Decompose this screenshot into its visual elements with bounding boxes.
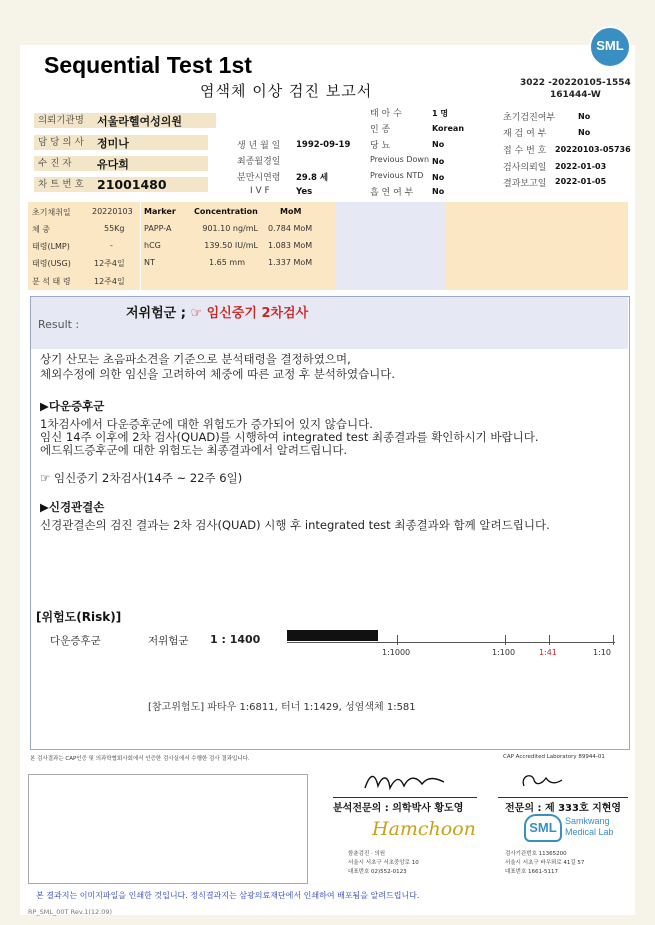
examinee-label: 수 진 자 xyxy=(34,156,98,171)
result-risk-level: 저위험군 ; xyxy=(126,306,186,321)
hamchoon-info-1: 함춘검진 · 의원 xyxy=(348,851,386,857)
analyst-line xyxy=(333,797,477,798)
race-value: Korean xyxy=(432,124,465,133)
specialist-name: 전문의 : 제 333호 지현영 xyxy=(505,803,622,814)
examinee-value: 유다희 xyxy=(97,158,129,171)
analyst-name: 분석전문의 : 의학박사 황도영 xyxy=(333,803,464,814)
retest-value: No xyxy=(578,128,591,137)
marker-row-1-conc: 901.10 ng/mL xyxy=(202,224,258,233)
second-trimester-note: ☞ 임신중기 2차검사(14주 ~ 22주 6일) xyxy=(40,471,243,485)
dm-value: No xyxy=(432,140,445,149)
hamchoon-info-2: 서울시 서초구 서초중앙로 10 xyxy=(348,860,419,866)
risk-title: [위험도(Risk)] xyxy=(36,610,122,624)
result-headline xyxy=(126,302,308,321)
race-label: 인 종 xyxy=(370,125,391,135)
column-divider xyxy=(140,202,141,290)
lmp-label: 최종월경일 xyxy=(237,157,281,167)
risk-level: 저위험군 xyxy=(148,635,189,647)
footer-notice: 본 결과지는 이미지파일을 인쇄한 것입니다. 정식결과지는 삼광의료재단에서 인쇄하여 배포됨을 알려드립니다. xyxy=(36,891,420,900)
tick-10 xyxy=(613,635,614,645)
marker-row-2-mom: 1.083 MoM xyxy=(268,241,313,250)
ga-anal-label: 분 석 태 령 xyxy=(32,277,71,286)
marker-row-2-conc: 139.50 IU/mL xyxy=(204,241,258,250)
sml-lab-info-1: 검사기관번호 11365200 xyxy=(505,851,567,857)
prev-down-label: Previous Down xyxy=(370,155,430,164)
doctor-label: 담 당 의 사 xyxy=(34,135,98,150)
ga-usg-value: 12주4일 xyxy=(94,259,125,268)
specialist-line xyxy=(498,797,628,798)
hamchoon-info xyxy=(348,850,419,877)
sml-lab-info xyxy=(505,850,584,877)
cap-note: CAP Accredited Laboratory 89944-01 xyxy=(503,754,605,760)
age-value: 29.8 세 xyxy=(296,173,329,183)
analyst-signature xyxy=(360,768,450,796)
hospital-label: 의뢰기관명 xyxy=(34,113,98,128)
document-number xyxy=(520,77,631,101)
down-line-2: 임신 14주 이후에 2차 검사(QUAD)를 시행하여 integrated test 최종결과를 확인하시기 바랍니다. xyxy=(40,430,539,444)
accession-label: 접 수 번 호 xyxy=(503,146,547,156)
tick-100 xyxy=(505,635,506,645)
prev-down-value: No xyxy=(432,157,445,166)
dob-value: 1992-09-19 xyxy=(296,140,351,150)
ga-lmp-label: 태령(LMP) xyxy=(32,242,70,251)
hamchoon-info-3: 대표번호 02)552-0123 xyxy=(348,869,407,875)
init-label: 초기검진여부 xyxy=(503,113,556,123)
weight-label: 체 중 xyxy=(32,225,50,234)
chart-value: 21001480 xyxy=(97,177,167,192)
tick-label-100: 1:100 xyxy=(492,648,516,657)
ntd-line-1: 신경관결손의 검진 결과는 2차 검사(QUAD) 시행 후 integrated test 최종결과와 함께 알려드립니다. xyxy=(40,518,550,532)
tick-label-41: 1:41 xyxy=(539,648,557,657)
date-label: 초기채취일 xyxy=(32,208,71,217)
ga-lmp-value: - xyxy=(110,241,113,250)
date-value: 20220103 xyxy=(92,207,133,216)
smoke-value: No xyxy=(432,187,445,196)
tick-1000 xyxy=(397,635,398,645)
hospital-value: 서울라헬여성의원 xyxy=(97,115,183,128)
risk-syndrome-name: 다운증후군 xyxy=(50,635,101,647)
marker-row-3-conc: 1.65 mm xyxy=(209,258,245,267)
accession-value: 20220103-05736 xyxy=(555,145,631,154)
document-number-line2: 161444-W xyxy=(549,90,601,100)
result-label: Result : xyxy=(38,318,80,331)
document-number-line1: 3022 -20220105-1554 xyxy=(520,78,631,88)
doctor-value: 정미나 xyxy=(97,137,129,150)
init-value: No xyxy=(578,112,591,121)
report-date-label: 결과보고일 xyxy=(503,179,547,189)
ga-anal-value: 12주4일 xyxy=(94,277,125,286)
concentration-header: Concentration xyxy=(194,207,258,216)
mom-header: MoM xyxy=(280,207,302,216)
chart-label: 차 트 번 호 xyxy=(34,177,98,192)
risk-scale-line xyxy=(287,642,615,643)
result-header-bar xyxy=(31,297,628,349)
fetus-label: 태 아 수 xyxy=(370,109,402,119)
report-title: Sequential Test 1st xyxy=(44,52,252,78)
retest-label: 재 검 여 부 xyxy=(503,129,547,139)
report-subtitle: 염색체 이상 검진 보고서 xyxy=(200,82,373,100)
sml-logo: SML xyxy=(589,26,631,68)
weight-value: 55Kg xyxy=(104,224,125,233)
request-date-value: 2022-01-03 xyxy=(555,162,607,171)
certification-note: 본 검사결과는 CAP인증 및 의과학협회사회에서 인증한 검사실에서 수행한 검사 결과입니다. xyxy=(30,756,250,762)
risk-value: 1 : 1400 xyxy=(210,633,261,646)
sml-lab-name xyxy=(565,816,614,838)
specialist-signature xyxy=(518,770,568,792)
ntd-heading: ▶신경관결손 xyxy=(40,500,105,514)
fetus-value: 1 명 xyxy=(432,109,449,118)
down-syndrome-heading: ▶다운증후군 xyxy=(40,399,105,413)
dob-label: 생 년 월 일 xyxy=(237,141,281,151)
tick-41 xyxy=(549,635,550,645)
tick-label-10: 1:10 xyxy=(593,648,611,657)
down-line-1: 1차검사에서 다운증후군에 대한 위험도가 증가되어 있지 않습니다. xyxy=(40,417,373,431)
measurement-blank-panel xyxy=(336,202,446,290)
marker-row-2-name: hCG xyxy=(144,241,161,250)
comment-box xyxy=(28,774,308,884)
sml-lab-logo: SML xyxy=(524,814,562,842)
smoke-label: 흡 연 여 부 xyxy=(370,188,414,198)
marker-header: Marker xyxy=(144,207,176,216)
ivf-value: Yes xyxy=(296,187,313,197)
down-line-3: 에드워드증후군에 대한 위험도는 최종결과에서 알려드립니다. xyxy=(40,443,348,457)
marker-row-1-name: PAPP-A xyxy=(144,224,172,233)
intro-line-1: 상기 산모는 초음파소견을 기준으로 분석태령을 결정하였으며, xyxy=(40,352,351,366)
form-number: RP_SML_00T Rev.1(12.09) xyxy=(28,908,113,916)
reference-risk: [참고위험도] 파타우 1:6811, 터너 1:1429, 성염색체 1:581 xyxy=(148,702,416,713)
marker-row-3-name: NT xyxy=(144,258,155,267)
sml-lab-name-2: Medical Lab xyxy=(565,827,614,837)
marker-row-3-mom: 1.337 MoM xyxy=(268,258,313,267)
ga-usg-label: 태령(USG) xyxy=(32,259,71,268)
marker-row-1-mom: 0.784 MoM xyxy=(268,224,313,233)
sml-lab-info-2: 서울시 서초구 바우뫼로 41길 57 xyxy=(505,860,585,866)
result-recommendation: ☞ 임신중기 2차검사 xyxy=(190,306,309,321)
prev-ntd-value: No xyxy=(432,173,445,182)
hamchoon-logo: Hamchoon xyxy=(372,818,476,840)
sml-lab-name-1: Samkwang xyxy=(565,816,610,826)
dm-label: 당 뇨 xyxy=(370,141,391,151)
prev-ntd-label: Previous NTD xyxy=(370,171,424,180)
age-label: 분만시연령 xyxy=(237,173,281,183)
risk-bar-fill xyxy=(287,630,378,641)
tick-label-1000: 1:1000 xyxy=(382,648,411,657)
intro-line-2: 체외수정에 의한 임신을 고려하여 체중에 따른 교정 후 분석하였습니다. xyxy=(40,367,396,381)
sml-lab-info-3: 대표번호 1661-5117 xyxy=(505,869,558,875)
report-date-value: 2022-01-05 xyxy=(555,177,607,186)
request-date-label: 검사의뢰일 xyxy=(503,163,547,173)
ivf-label: I V F xyxy=(250,186,270,196)
